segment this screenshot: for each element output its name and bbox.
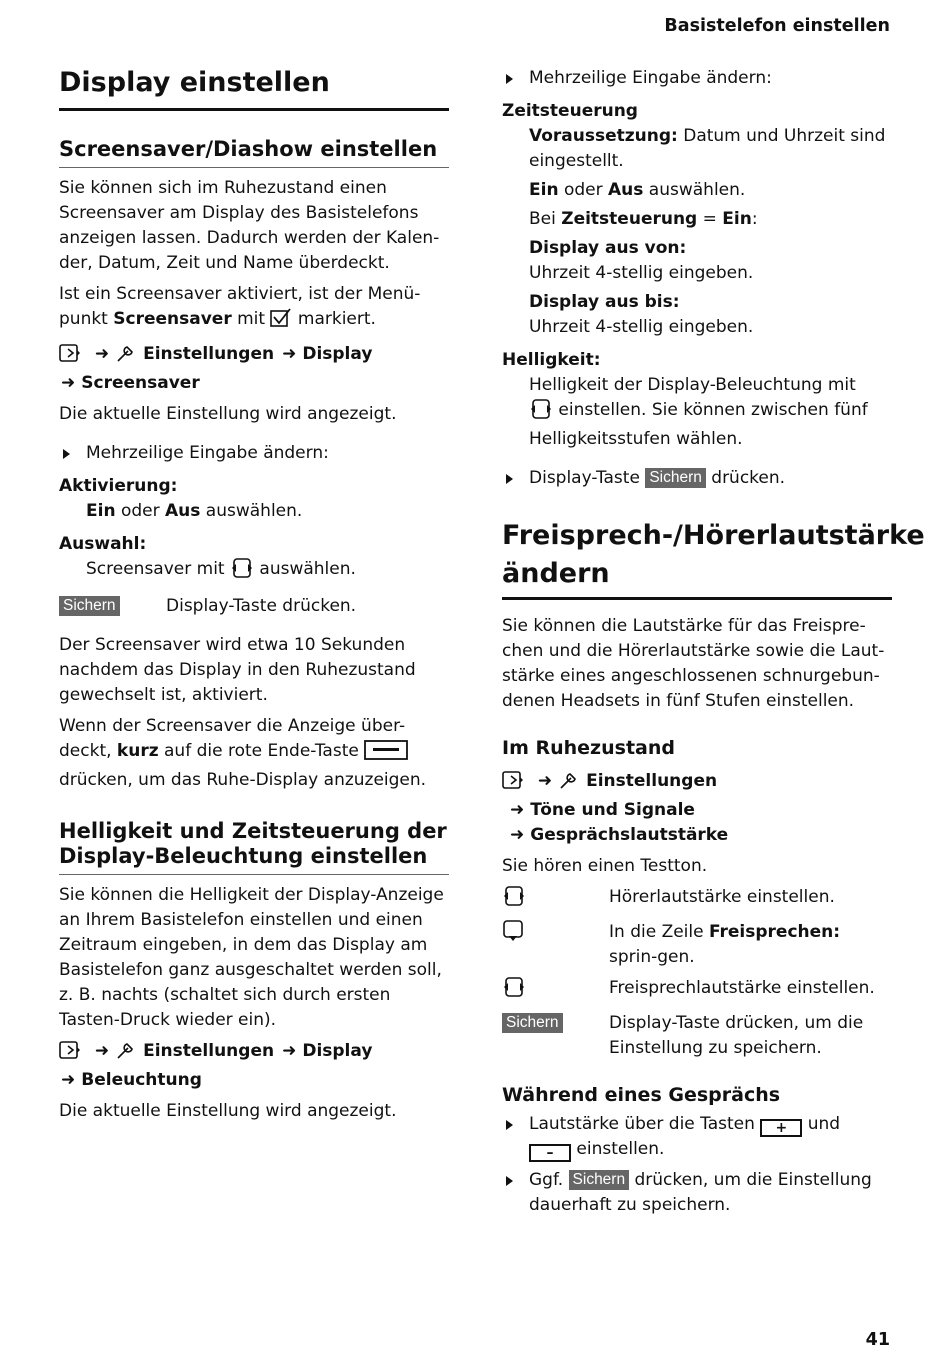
page-title: Display einstellen: [59, 58, 449, 111]
field-value: Voraussetzung: Datum und Uhrzeit sind eingestellt.: [529, 126, 886, 171]
field-label: Aktivierung:: [59, 476, 178, 496]
left-column: [59, 58, 449, 1124]
field-label: Zeitsteuerung: [502, 101, 638, 121]
field-value: Ein oder Aus auswählen.: [529, 180, 746, 200]
wrench-icon: [115, 1040, 137, 1068]
paragraph: Ist ein Screensaver aktiviert, ist der Menü-punkt Screensaver mit markiert.: [59, 282, 449, 336]
bullet-item: Lautstärke über die Tasten + und – einstellen.: [502, 1112, 892, 1162]
key-row: Freisprechlautstärke einstellen.: [502, 976, 892, 1005]
subsection-title: Im Ruhezustand: [502, 737, 675, 759]
wrench-icon: [115, 343, 137, 371]
checkbox-checked-icon: [270, 308, 292, 336]
bullet-item: Mehrzeilige Eingabe ändern:: [59, 441, 449, 466]
end-key-icon: [364, 740, 408, 768]
menu-key-icon: [59, 343, 81, 371]
paragraph: Die aktuelle Einstellung wird angezeigt.: [59, 404, 397, 424]
section-title-screensaver: Screensaver/Diashow einstellen: [59, 137, 449, 168]
bullet-item: Mehrzeilige Eingabe ändern:: [502, 66, 892, 91]
key-row: Sichern Display-Taste drücken.: [59, 594, 449, 619]
section-title-volume: Freisprech-/Hörerlautstärke ändern: [502, 517, 892, 600]
menu-key-icon: [502, 770, 524, 798]
updown-key-icon: [502, 977, 526, 1005]
paragraph: Der Screensaver wird etwa 10 Sekunden nachdem das Display in den Ruhezustand gewechselt ist, aktiviert.: [59, 635, 416, 705]
field-value: Ein oder Aus auswählen.: [86, 501, 303, 521]
section-title-brightness: Helligkeit und Zeitsteuerung der Display-Beleuchtung einstellen: [59, 819, 449, 875]
field-label: Helligkeit:: [502, 350, 601, 370]
bullet-item: Ggf. Sichern drücken, um die Einstellung dauerhaft zu speichern.: [502, 1168, 892, 1218]
menu-path: ➜ Einstellungen ➜ Display ➜ Screensaver: [61, 344, 373, 393]
key-row: In die Zeile Freisprechen: sprin-gen.: [502, 920, 892, 970]
running-header: Basistelefon einstellen: [664, 16, 890, 36]
paragraph: Sie können die Helligkeit der Display-Anzeige an Ihrem Basistelefon einstellen und einen Zeitraum eingeben, in dem das Display am Basistelefon ganz ausgeschaltet werden soll, z. B. nachts (schaltet sich durch ersten Tasten-Druck wieder ein).: [59, 885, 444, 1030]
updown-key-icon: [502, 886, 526, 914]
field-value: Uhrzeit 4-stellig eingeben.: [529, 263, 754, 283]
subsection-title: Während eines Gesprächs: [502, 1084, 781, 1106]
sichern-key: Sichern: [502, 1013, 563, 1033]
field-value: Bei Zeitsteuerung = Ein:: [529, 209, 758, 229]
updown-key-icon: [529, 399, 553, 427]
paragraph: Sie hören einen Testton.: [502, 856, 708, 876]
field-value: Screensaver mit auswählen.: [59, 557, 449, 586]
bullet-item: Display-Taste Sichern drücken.: [502, 466, 892, 491]
minus-key: –: [529, 1144, 571, 1162]
menu-path: ➜ Einstellungen ➜ Töne und Signale ➜ Gesprächslautstärke: [502, 769, 892, 848]
paragraph: Sie können sich im Ruhezustand einen Screensaver am Display des Basistelefons anzeigen lassen. Dadurch werden der Kalen-der, Datum, Zeit und Name überdeckt.: [59, 178, 440, 273]
sichern-key: Sichern: [59, 596, 120, 616]
plus-key: +: [760, 1119, 802, 1137]
sichern-key: Sichern: [645, 468, 706, 488]
key-row: Hörerlautstärke einstellen.: [502, 885, 892, 914]
paragraph: Wenn der Screensaver die Anzeige über-deckt, kurz auf die rote Ende-Taste drücken, um das Ruhe-Display anzuzeigen.: [59, 716, 427, 790]
down-key-icon: [502, 920, 526, 950]
field-value: Uhrzeit 4-stellig eingeben.: [529, 317, 754, 337]
field-label: Auswahl:: [59, 534, 147, 554]
page-number: 41: [865, 1330, 890, 1350]
updown-key-icon: [230, 558, 254, 586]
key-row: Sichern Display-Taste drücken, um die Einstellung zu speichern.: [502, 1011, 892, 1061]
paragraph: Sie können die Lautstärke für das Freispre-chen und die Hörerlautstärke sowie die Laut-stärke eines angeschlossenen schnurgebun-denen Headsets in fünf Stufen einstellen.: [502, 616, 885, 711]
right-column: [502, 66, 925, 1218]
field-label: Display aus von:: [529, 238, 687, 258]
menu-path: ➜ Einstellungen ➜ Display ➜ Beleuchtung: [61, 1041, 373, 1090]
paragraph: Die aktuelle Einstellung wird angezeigt.: [59, 1101, 397, 1121]
menu-key-icon: [59, 1040, 81, 1068]
field-label: Display aus bis:: [529, 292, 680, 312]
wrench-icon: [558, 770, 580, 798]
field-value: Helligkeit der Display-Beleuchtung mit einstellen. Sie können zwischen fünf Helligkeitsstufen wählen.: [529, 375, 868, 449]
sichern-key: Sichern: [569, 1170, 630, 1190]
